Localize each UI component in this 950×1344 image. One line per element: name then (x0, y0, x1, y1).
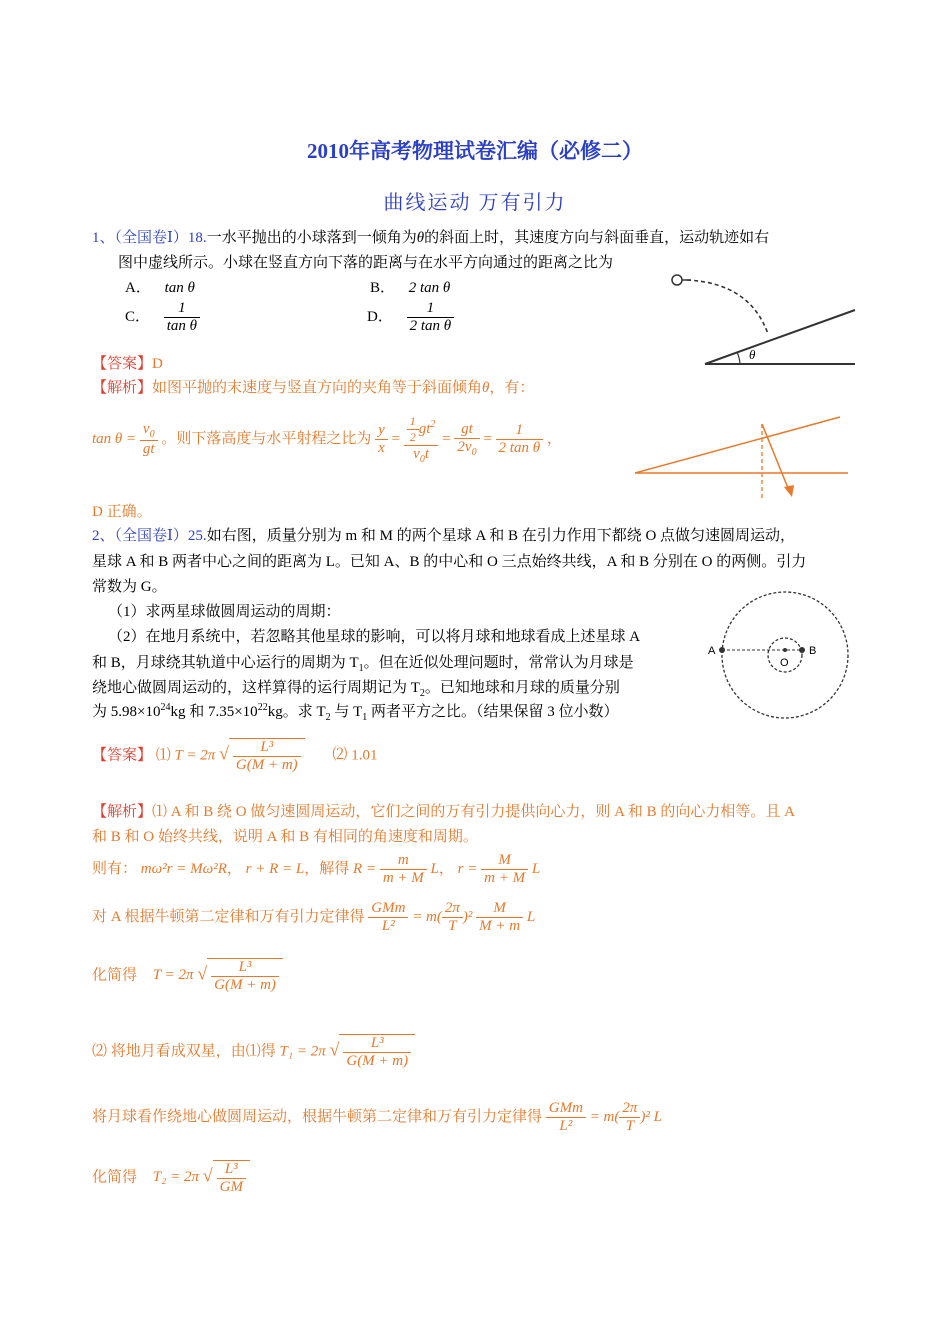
q2-analysis-line1 (92, 800, 795, 821)
q2-an3-pre: 则有： (92, 860, 138, 877)
page-subtitle: 曲线运动 万有引力 (383, 192, 567, 214)
q2-an3-c1: ， (226, 860, 242, 877)
q1-option-d-label: D． (367, 308, 393, 325)
q1-option-c-num: 1 (178, 300, 186, 316)
q2-an4-eq: = m( (412, 908, 442, 925)
eq-mid-text: 。则下落高度与水平射程之比为 (161, 430, 372, 447)
q2-an4-L2: L² (368, 917, 408, 935)
q2-part2b-text2: 。但在近似处理问题时，常常认为月球是 (363, 655, 634, 671)
angle-arc (737, 352, 740, 364)
eq-gt2-sup: 2 (430, 418, 436, 430)
q2-an3-eq2: r + R = L (245, 860, 305, 877)
q2-answer-label: 【答案】 (92, 747, 153, 764)
q2-an5-den: G(M + m) (211, 976, 279, 994)
q2-an4-sq: )² (462, 908, 473, 925)
q1-analysis-line (92, 376, 534, 397)
q2-stem-line3: 常数为 G。 (92, 579, 167, 595)
q2-analysis-line5: 化简得 T = 2π √ $\frac{\text{L³}}{G(M + m)}$ (92, 958, 283, 994)
q2-an3-mM2: m + M (481, 869, 528, 887)
q1-stem-text2: 的斜面上时，其速度方向与斜面垂直，运动轨迹如右 (424, 230, 770, 246)
star-a-label: A (708, 645, 716, 657)
eq-tan-theta: tan θ = (92, 430, 137, 447)
q2-an7-eq: = m( (589, 1108, 620, 1125)
eq-v0-over-gt (140, 421, 158, 458)
q2-an3-c3: ， (438, 860, 454, 877)
q2-part2d-sub1: 2 (325, 712, 331, 723)
q2-ans2-prefix: ⑵ (332, 747, 348, 764)
q2-an4-T: T (442, 917, 463, 935)
q1-option-d-num: 1 (426, 300, 435, 316)
q2-ans1-den: G(M + m) (233, 756, 301, 774)
q1-option-a-label: A． (125, 280, 151, 296)
incline-line (705, 310, 855, 364)
eq-one: 1 (515, 422, 524, 438)
q1-analysis-theta: θ (482, 380, 490, 396)
q1-option-d-den: 2 tan θ (407, 317, 455, 335)
angle-theta-label: θ (749, 347, 756, 362)
q2-an4-GMm: GMm (371, 900, 406, 916)
q2-part2d-text1: 为 5.98×10 (92, 704, 161, 720)
q2-part2-line2 (92, 651, 634, 674)
q2-an4-M: M (493, 900, 506, 916)
q2-part2d-text3: kg。求 T (267, 704, 326, 720)
q2-part1: （1）求两星球做圆周运动的周期： (108, 604, 341, 620)
q1-option-b (370, 276, 450, 297)
eq-y-over-x (375, 422, 388, 457)
q2-ans1-T: T = 2π (174, 747, 216, 764)
q2-part2d-text5: 两者平方之比。（结果保留 3 位小数） (367, 704, 619, 720)
q1-option-c-label: C． (125, 308, 151, 325)
q2-an3-M: M (498, 852, 511, 868)
q1-answer-value: D (152, 356, 163, 372)
eq-v0t-sub: 0 (419, 454, 425, 465)
center-o-dot (783, 648, 787, 652)
q1-option-c (125, 300, 200, 335)
eq-gt: gt (140, 440, 158, 458)
q2-an7-L2: L² (546, 1117, 586, 1135)
q2-an3-r: r = (457, 860, 478, 877)
q1-analysis-label: 【解析】 (92, 380, 153, 396)
eq-gt-over-2v0 (454, 421, 479, 458)
q2-ans1-prefix: ⑴ (155, 747, 171, 764)
eq-v0: v (142, 421, 150, 437)
q2-part2c-sub: 2 (419, 688, 425, 699)
q1-option-b-value: 2 tan θ (408, 280, 451, 296)
q2-analysis-line7 (92, 1100, 662, 1135)
star-b-dot (799, 647, 805, 653)
q2-an3-mM: m + M (380, 869, 427, 887)
q2-an3-L1: L (430, 860, 439, 877)
q2-part2-line1: （2）在地月系统中，若忽略其他星球的影响，可以将月球和地球看成上述星球 A (108, 629, 641, 645)
eq-2v0-sub: 0 (471, 447, 477, 458)
q2-part2b-sub: 1 (358, 663, 364, 674)
q2-ans1-num: L³ (260, 739, 274, 755)
q1-stem-line1 (92, 226, 769, 247)
eq-half-num: 1 (409, 414, 416, 428)
q2-an4-2pi: 2π (444, 900, 460, 916)
q2-an3-m: m (397, 852, 409, 868)
q2-an4-pre: 对 A 根据牛顿第二定律和万有引力定律得 (92, 908, 365, 925)
eq-2tan: 2 tan θ (496, 439, 544, 457)
q2-analysis-line6: ⑵ 将地月看成双星，由⑴得 T₁ = 2π √ $\frac{\text{L³}}{G(M + m)}$ (92, 1034, 415, 1070)
q2-part2d-text2: kg 和 7.35×10 (170, 704, 258, 720)
q2-analysis-text1: ⑴ A 和 B 绕 O 做匀速圆周运动，它们之间的万有引力提供向心力，则 A 和 B 的向心力相等。且 A (152, 804, 795, 820)
q2-part2d-text4: 与 T (330, 704, 363, 720)
q2-part2b-text1: 和 B，月球绕其轨道中心运行的周期为 T (92, 655, 359, 671)
q2-an5-num: L³ (238, 959, 252, 975)
q2-an7-GMm: GMm (548, 1100, 583, 1116)
eq-half-gt2-over-v0t (404, 414, 439, 465)
q2-answer: 【答案】 ⑴ T = 2π √ $\frac{\text{L³}}{G(M + m)}$ ⑵ 1.01 (92, 739, 378, 773)
q2-part2d-sup2: 22 (257, 702, 268, 713)
q2-an3-c2: ，解得 (304, 860, 350, 877)
q1-equation: tan θ = $\frac{v_0}{gt}$ 。则下落高度与水平射程之比为 $\frac{y}{x}$ = $\frac{1}{2}$ $gt^2$ $v_0t$ = $\frac{gt}{2v_0}$ = $\frac{1}{\text{2 tan θ}}$ ， (92, 414, 562, 465)
eq-v0t-v: v (413, 446, 420, 462)
trajectory-dashed (687, 280, 768, 334)
q2-an3-R: R = (353, 860, 377, 877)
eq-gt3: gt (461, 421, 473, 437)
q1-conclusion: D 正确。 (92, 504, 152, 520)
q2-stem-text1: 如右图，质量分别为 m 和 M 的两个星球 A 和 B 在引力作用下都绕 O 点做匀速圆周运动， (206, 528, 796, 544)
q2-part2-line4 (92, 700, 619, 723)
q2-analysis-line2: 和 B 和 O 始终共线，说明 A 和 B 有相同的角速度和周期。 (92, 829, 478, 845)
eq-2v0: 2v (457, 439, 472, 455)
eq-1-over-2tan (496, 422, 544, 457)
eq-v0-sub: 0 (149, 429, 155, 440)
q2-part2-line3 (92, 676, 620, 699)
q1-option-d-fraction (407, 300, 455, 335)
velocity-arrowhead (784, 485, 794, 497)
q1-theta: θ (416, 230, 425, 246)
q2-an7-pre: 将月球看作绕地心做圆周运动，根据牛顿第二定律和万有引力定律得 (92, 1108, 543, 1125)
q2-an7-2pi: 2π (622, 1100, 638, 1116)
q2-an3-eq1: mω²r = Mω²R (140, 860, 227, 877)
q1-option-b-label: B． (370, 280, 396, 296)
eq-v0t-t: t (424, 446, 429, 462)
q2-an7-sq: )² (640, 1108, 650, 1125)
q2-an3-L2: L (531, 860, 541, 877)
q2-an6-T: T₁ = 2π (279, 1043, 326, 1060)
q2-an8-pre: 化简得 (92, 1169, 138, 1186)
q1-option-c-den: tan θ (164, 317, 200, 335)
q2-an7-T: T (619, 1117, 640, 1135)
q2-an6-den: G(M + m) (343, 1052, 411, 1070)
q1-analysis-text: 如图平抛的末速度与竖直方向的夹角等于斜面倾角 (152, 380, 483, 396)
q1-incline-figure (665, 268, 860, 373)
star-a-dot (719, 647, 725, 653)
q2-an4-Mm: M + m (476, 917, 523, 935)
q2-part2d-sub2: 1 (362, 712, 368, 723)
ball-icon (672, 275, 682, 285)
q2-an5-pre: 化简得 (92, 967, 138, 984)
eq-comma: ， (546, 430, 562, 447)
q2-an8-num: L³ (224, 1161, 238, 1177)
large-orbit-dashed (722, 592, 848, 718)
q1-option-c-fraction (164, 300, 200, 335)
eq-half-den: 2 (407, 429, 419, 445)
q2-analysis-label: 【解析】 (92, 804, 153, 820)
q2-stem-line1 (92, 524, 795, 545)
q2-analysis-line3 (92, 852, 540, 887)
q2-an7-L: L (653, 1108, 662, 1125)
q2-orbit-figure (700, 590, 860, 725)
q2-part2c-text2: 。已知地球和月球的质量分别 (424, 680, 620, 696)
eq-gt2: gt (418, 420, 431, 437)
q1-stem-line2: 图中虚线所示。小球在竖直方向下落的距离与在水平方向通过的距离之比为 (118, 255, 614, 271)
center-o-label: O (780, 657, 789, 669)
q2-an5-T: T = 2π (152, 967, 194, 984)
q1-option-d (367, 300, 454, 335)
q2-an8-T: T₂ = 2π (152, 1169, 199, 1186)
incline-line-orange (635, 417, 840, 473)
eq-y: y (378, 422, 385, 438)
q1-stem-text1: 一水平抛出的小球落到一倾角为 (206, 230, 417, 246)
q2-tag: 2、（全国卷Ⅰ）25. (92, 528, 207, 544)
q2-stem-line2: 星球 A 和 B 两者中心之间的距离为 L。已知 A、B 的中心和 O 三点始终共线，A 和 B 分别在 O 的两侧。引力 (92, 554, 807, 570)
page-title: 2010年高考物理试卷汇编（必修二） (307, 139, 643, 163)
q1-tag: 1、（全国卷Ⅰ）18. (92, 230, 207, 246)
q1-analysis-figure (630, 415, 855, 500)
q2-an8-den: GM (217, 1178, 246, 1196)
q1-answer-label: 【答案】 (92, 356, 153, 372)
q2-part2c-text1: 绕地心做圆周运动的，这样算得的运行周期记为 T (92, 680, 420, 696)
q1-answer (92, 352, 163, 373)
star-b-label: B (809, 645, 817, 657)
q2-an6-num: L³ (370, 1035, 384, 1051)
q2-ans2-value: 1.01 (351, 747, 378, 764)
q2-an4-L: L (526, 908, 536, 925)
q2-part2d-sup1: 24 (160, 702, 171, 713)
q1-analysis-end: ，有： (489, 380, 535, 396)
q1-option-a-value: tan θ (164, 280, 195, 296)
q2-an6-pre: ⑵ 将地月看成双星，由⑴得 (92, 1043, 276, 1060)
q2-analysis-line4 (92, 900, 535, 935)
q2-ans1-sqrt (229, 738, 305, 774)
q1-option-a (125, 276, 195, 297)
eq-x: x (375, 439, 388, 457)
q2-analysis-line8: 化简得 T₂ = 2π √ $\frac{\text{L³}}{GM}$ (92, 1160, 250, 1196)
